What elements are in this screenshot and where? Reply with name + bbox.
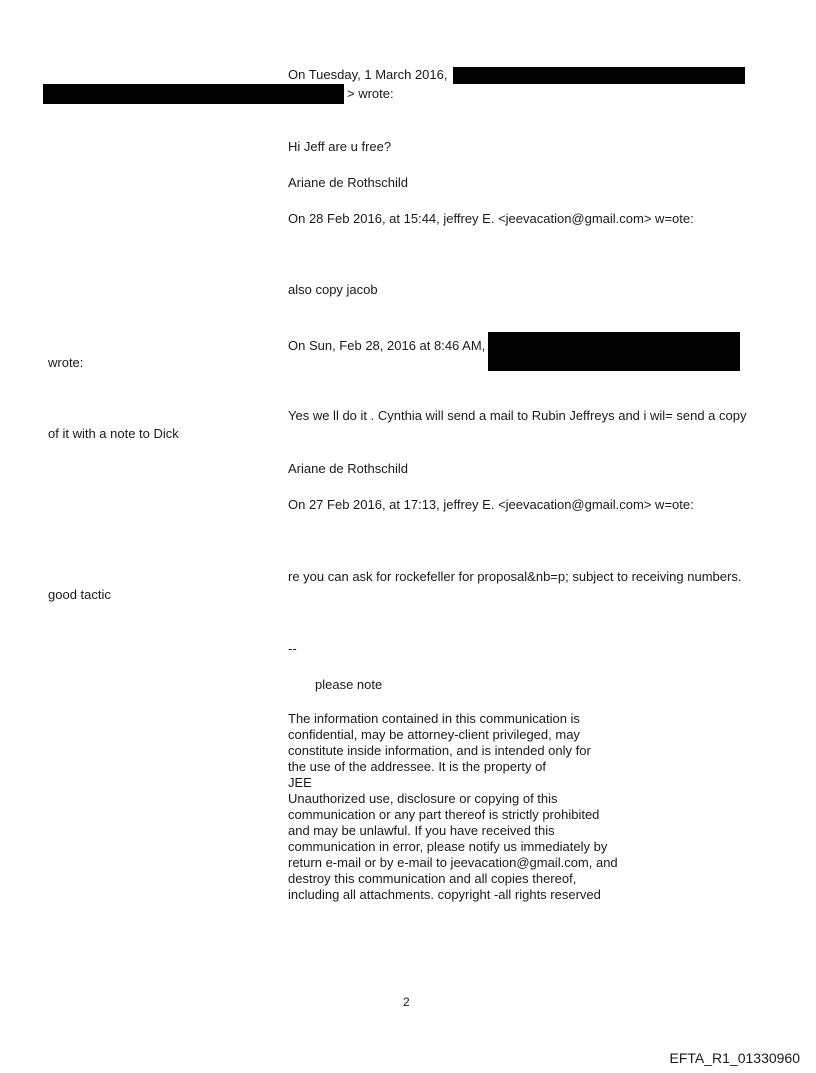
quote-header: On 28 Feb 2016, at 15:44, jeffrey E. <jeevacation@gmail.com> w=ote: bbox=[288, 211, 694, 226]
redaction-bar bbox=[43, 84, 344, 104]
email-body: also copy jacob bbox=[288, 282, 378, 297]
wrote-label: > wrote: bbox=[347, 86, 394, 101]
separator: -- bbox=[288, 641, 297, 656]
page-number: 2 bbox=[403, 995, 410, 1009]
email-body: re you can ask for rockefeller for proposal&nb=p; subject to receiving numbers. bbox=[288, 569, 742, 584]
disclaimer-line: constitute inside information, and is intended only for bbox=[288, 743, 591, 758]
email-body: Yes we ll do it . Cynthia will send a mail to Rubin Jeffreys and i wil= send a copy bbox=[288, 408, 747, 423]
disclaimer bbox=[288, 711, 648, 903]
disclaimer-line: JEE bbox=[288, 775, 312, 790]
redaction-bar bbox=[488, 332, 740, 371]
disclaimer-line: and may be unlawful. If you have received this bbox=[288, 823, 555, 838]
signature: Ariane de Rothschild bbox=[288, 175, 408, 190]
email-body: of it with a note to Dick bbox=[48, 426, 179, 441]
document-id: EFTA_R1_01330960 bbox=[669, 1050, 800, 1066]
disclaimer-line: including all attachments. copyright -all rights reserved bbox=[288, 887, 601, 902]
disclaimer-line: the use of the addressee. It is the property of bbox=[288, 759, 546, 774]
please-note: please note bbox=[315, 677, 383, 692]
disclaimer-line: communication in error, please notify us immediately by bbox=[288, 839, 608, 854]
quote-header: On Sun, Feb 28, 2016 at 8:46 AM, bbox=[288, 338, 486, 353]
disclaimer-line: The information contained in this communication is bbox=[288, 711, 580, 726]
disclaimer-line: communication or any part thereof is strictly prohibited bbox=[288, 807, 600, 822]
disclaimer-line: Unauthorized use, disclosure or copying of this bbox=[288, 791, 558, 806]
disclaimer-line: destroy this communication and all copies thereof, bbox=[288, 871, 577, 886]
wrote-label: wrote: bbox=[48, 355, 84, 370]
disclaimer-line: return e-mail or by e-mail to jeevacation@gmail.com, and bbox=[288, 855, 618, 870]
signature: Ariane de Rothschild bbox=[288, 461, 408, 476]
disclaimer-line: confidential, may be attorney-client privileged, may bbox=[288, 727, 580, 742]
email-body: Hi Jeff are u free? bbox=[288, 139, 392, 154]
redaction-bar bbox=[453, 67, 745, 84]
quote-header: On 27 Feb 2016, at 17:13, jeffrey E. <jeevacation@gmail.com> w=ote: bbox=[288, 497, 694, 512]
email-body: good tactic bbox=[48, 587, 111, 602]
quote-header-mar1: On Tuesday, 1 March 2016, bbox=[288, 67, 448, 82]
